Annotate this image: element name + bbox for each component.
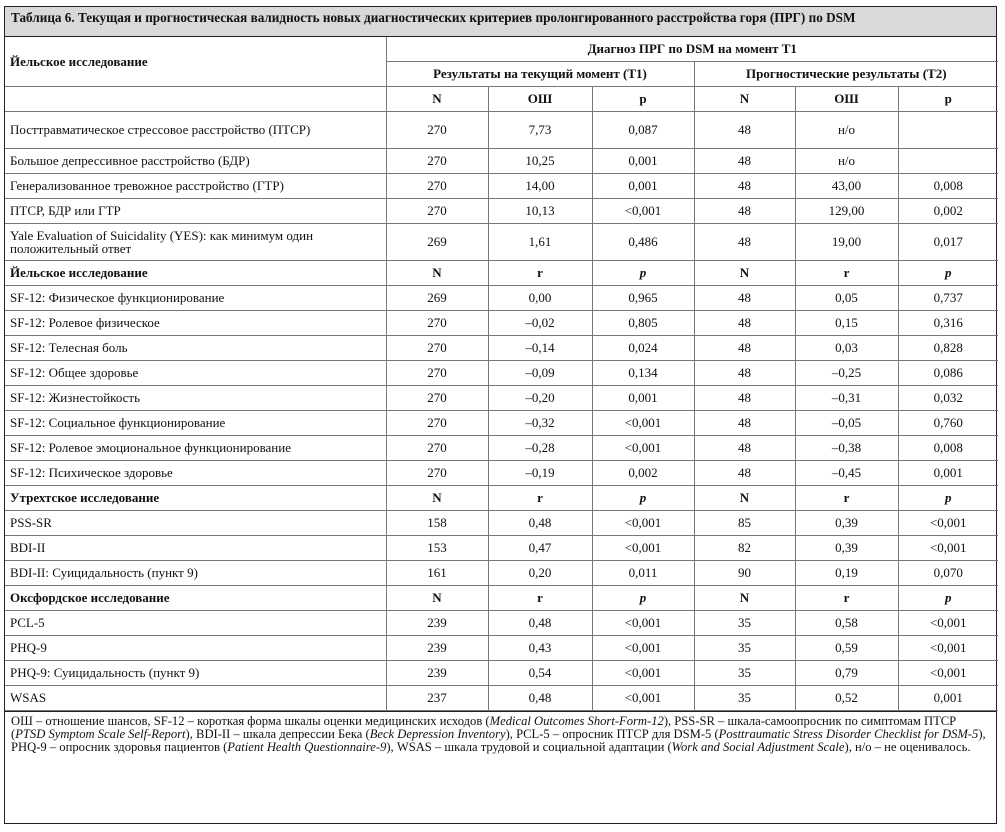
- value-cell: 0,48: [488, 686, 592, 711]
- value-cell: 0,316: [898, 311, 998, 336]
- section-header-row: [5, 486, 998, 511]
- value-cell: r: [488, 261, 592, 286]
- col-header: N: [694, 87, 795, 112]
- value-cell: 90: [694, 561, 795, 586]
- value-cell: 7,73: [488, 112, 592, 149]
- value-cell: 0,017: [898, 224, 998, 261]
- value-cell: 0,008: [898, 436, 998, 461]
- value-cell: 270: [386, 199, 488, 224]
- value-cell: –0,25: [795, 361, 898, 386]
- row-label: PCL-5: [5, 611, 386, 636]
- value-cell: 0,087: [592, 112, 694, 149]
- row-label: Yale Evaluation of Suicidality (YES): как минимум один положительный ответ: [5, 224, 386, 261]
- value-cell: 0,032: [898, 386, 998, 411]
- note-segment: Patient Health Questionnaire-9: [227, 740, 387, 754]
- value-cell: r: [795, 586, 898, 611]
- value-cell: N: [694, 261, 795, 286]
- table-row: [5, 386, 998, 411]
- value-cell: 82: [694, 536, 795, 561]
- col-header: p: [592, 87, 694, 112]
- row-label: PHQ-9: [5, 636, 386, 661]
- value-cell: 0,011: [592, 561, 694, 586]
- value-cell: 0,15: [795, 311, 898, 336]
- note-segment: ), WSAS – шкала трудовой и социальной адаптации (: [386, 740, 672, 754]
- value-cell: r: [795, 486, 898, 511]
- row-label: Большое депрессивное расстройство (БДР): [5, 149, 386, 174]
- col-header: ОШ: [488, 87, 592, 112]
- value-cell: [898, 112, 998, 149]
- value-cell: 0,002: [592, 461, 694, 486]
- value-cell: 239: [386, 661, 488, 686]
- value-cell: <0,001: [592, 636, 694, 661]
- row-label: SF-12: Жизнестойкость: [5, 386, 386, 411]
- value-cell: N: [386, 586, 488, 611]
- value-cell: 0,48: [488, 611, 592, 636]
- value-cell: 239: [386, 611, 488, 636]
- value-cell: 0,58: [795, 611, 898, 636]
- value-cell: –0,05: [795, 411, 898, 436]
- value-cell: <0,001: [898, 536, 998, 561]
- validity-table: [5, 37, 998, 711]
- value-cell: 269: [386, 224, 488, 261]
- value-cell: –0,38: [795, 436, 898, 461]
- table-row: [5, 536, 998, 561]
- value-cell: 48: [694, 112, 795, 149]
- section-header-row: [5, 261, 998, 286]
- row-label: Оксфордское исследование: [5, 586, 386, 611]
- value-cell: 0,47: [488, 536, 592, 561]
- value-cell: 0,48: [488, 511, 592, 536]
- value-cell: <0,001: [898, 611, 998, 636]
- value-cell: 0,828: [898, 336, 998, 361]
- value-cell: 153: [386, 536, 488, 561]
- value-cell: 35: [694, 611, 795, 636]
- value-cell: 48: [694, 149, 795, 174]
- value-cell: 0,001: [592, 386, 694, 411]
- value-cell: 158: [386, 511, 488, 536]
- row-label: PSS-SR: [5, 511, 386, 536]
- table-row: [5, 661, 998, 686]
- value-cell: 10,13: [488, 199, 592, 224]
- value-cell: 270: [386, 411, 488, 436]
- value-cell: –0,45: [795, 461, 898, 486]
- value-cell: 0,20: [488, 561, 592, 586]
- note-segment: PTSD Symptom Scale Self-Report: [15, 727, 186, 741]
- table-row: [5, 361, 998, 386]
- value-cell: –0,02: [488, 311, 592, 336]
- value-cell: 0,79: [795, 661, 898, 686]
- value-cell: 270: [386, 112, 488, 149]
- value-cell: p: [592, 261, 694, 286]
- value-cell: 0,086: [898, 361, 998, 386]
- row-label: Посттравматическое стрессовое расстройство (ПТСР): [5, 112, 386, 149]
- section-header-row: [5, 586, 998, 611]
- value-cell: <0,001: [592, 436, 694, 461]
- note-segment: Beck Depression Inventory: [369, 727, 506, 741]
- value-cell: 48: [694, 461, 795, 486]
- value-cell: 270: [386, 361, 488, 386]
- value-cell: 35: [694, 686, 795, 711]
- value-cell: 48: [694, 199, 795, 224]
- value-cell: 0,39: [795, 511, 898, 536]
- value-cell: –0,32: [488, 411, 592, 436]
- table-row: [5, 411, 998, 436]
- row-label: ПТСР, БДР или ГТР: [5, 199, 386, 224]
- note-segment: ОШ – отношение шансов, SF-12 – короткая форма шкалы оценки медицинских исходов (: [11, 714, 490, 728]
- row-label: Генерализованное тревожное расстройство (ГТР): [5, 174, 386, 199]
- value-cell: –0,19: [488, 461, 592, 486]
- value-cell: –0,14: [488, 336, 592, 361]
- table-row: [5, 149, 998, 174]
- value-cell: 0,39: [795, 536, 898, 561]
- value-cell: 270: [386, 436, 488, 461]
- value-cell: 48: [694, 361, 795, 386]
- value-cell: 14,00: [488, 174, 592, 199]
- value-cell: –0,09: [488, 361, 592, 386]
- value-cell: 161: [386, 561, 488, 586]
- table-figure: [4, 6, 997, 824]
- value-cell: [898, 149, 998, 174]
- t2-header: Прогностические результаты (T2): [694, 62, 998, 87]
- col-header: ОШ: [795, 87, 898, 112]
- note-segment: ), BDI-II – шкала депрессии Бека (: [185, 727, 370, 741]
- table-row: [5, 336, 998, 361]
- row-label: SF-12: Социальное функционирование: [5, 411, 386, 436]
- row-label: SF-12: Телесная боль: [5, 336, 386, 361]
- table-row: [5, 611, 998, 636]
- value-cell: 48: [694, 224, 795, 261]
- value-cell: 0,19: [795, 561, 898, 586]
- value-cell: 0,54: [488, 661, 592, 686]
- value-cell: <0,001: [898, 636, 998, 661]
- row-label: SF-12: Общее здоровье: [5, 361, 386, 386]
- table-title: Таблица 6. Текущая и прогностическая валидность новых диагностических критериев пролонгированного расстройства горя (ПРГ) по DSM: [5, 7, 996, 37]
- value-cell: –0,31: [795, 386, 898, 411]
- note-segment: ), PCL-5 – опросник ПТСР для DSM-5 (: [505, 727, 719, 741]
- table-row: [5, 461, 998, 486]
- row-label: Утрехтское исследование: [5, 486, 386, 511]
- value-cell: r: [795, 261, 898, 286]
- value-cell: 239: [386, 636, 488, 661]
- value-cell: 10,25: [488, 149, 592, 174]
- table-body: [5, 112, 998, 711]
- value-cell: 85: [694, 511, 795, 536]
- table-row: [5, 511, 998, 536]
- value-cell: <0,001: [898, 511, 998, 536]
- value-cell: 35: [694, 661, 795, 686]
- value-cell: н/о: [795, 149, 898, 174]
- row-label: SF-12: Физическое функционирование: [5, 286, 386, 311]
- col-header: N: [386, 87, 488, 112]
- value-cell: 48: [694, 311, 795, 336]
- note-segment: Posttraumatic Stress Disorder Checklist for DSM-5: [718, 727, 979, 741]
- value-cell: 0,134: [592, 361, 694, 386]
- table-notes: [5, 711, 996, 757]
- value-cell: 0,001: [898, 461, 998, 486]
- value-cell: 19,00: [795, 224, 898, 261]
- value-cell: p: [898, 486, 998, 511]
- value-cell: N: [386, 486, 488, 511]
- value-cell: 0,024: [592, 336, 694, 361]
- value-cell: 0,59: [795, 636, 898, 661]
- value-cell: 270: [386, 386, 488, 411]
- value-cell: 270: [386, 149, 488, 174]
- value-cell: r: [488, 586, 592, 611]
- value-cell: 270: [386, 461, 488, 486]
- value-cell: <0,001: [592, 611, 694, 636]
- note-segment: Medical Outcomes Short-Form-12: [489, 714, 664, 728]
- row-label: PHQ-9: Суицидальность (пункт 9): [5, 661, 386, 686]
- value-cell: 0,52: [795, 686, 898, 711]
- value-cell: p: [898, 586, 998, 611]
- row-label: WSAS: [5, 686, 386, 711]
- row-label: Йельское исследование: [5, 261, 386, 286]
- value-cell: 0,00: [488, 286, 592, 311]
- value-cell: N: [694, 586, 795, 611]
- table-row: [5, 286, 998, 311]
- value-cell: N: [386, 261, 488, 286]
- value-cell: r: [488, 486, 592, 511]
- value-cell: 0,001: [592, 149, 694, 174]
- value-cell: 48: [694, 174, 795, 199]
- value-cell: <0,001: [898, 661, 998, 686]
- table-row: [5, 636, 998, 661]
- value-cell: <0,001: [592, 411, 694, 436]
- value-cell: 48: [694, 411, 795, 436]
- value-cell: 270: [386, 174, 488, 199]
- value-cell: 43,00: [795, 174, 898, 199]
- value-cell: 0,737: [898, 286, 998, 311]
- value-cell: –0,20: [488, 386, 592, 411]
- value-cell: 48: [694, 436, 795, 461]
- value-cell: <0,001: [592, 199, 694, 224]
- value-cell: 48: [694, 286, 795, 311]
- value-cell: 270: [386, 311, 488, 336]
- value-cell: 0,070: [898, 561, 998, 586]
- value-cell: 0,002: [898, 199, 998, 224]
- value-cell: 0,05: [795, 286, 898, 311]
- col-header: p: [898, 87, 998, 112]
- value-cell: –0,28: [488, 436, 592, 461]
- value-cell: н/о: [795, 112, 898, 149]
- note-segment: ), PSS-SR – шкала-самоопросник по симптомам ПТСР (: [11, 714, 957, 741]
- value-cell: 269: [386, 286, 488, 311]
- value-cell: 0,965: [592, 286, 694, 311]
- value-cell: 48: [694, 386, 795, 411]
- value-cell: 0,760: [898, 411, 998, 436]
- table-row: [5, 112, 998, 149]
- table-row: [5, 199, 998, 224]
- table-row: [5, 311, 998, 336]
- row-label: SF-12: Ролевое эмоциональное функционирование: [5, 436, 386, 461]
- study-header: Йельское исследование: [5, 37, 386, 87]
- value-cell: <0,001: [592, 686, 694, 711]
- value-cell: 0,486: [592, 224, 694, 261]
- value-cell: <0,001: [592, 661, 694, 686]
- value-cell: N: [694, 486, 795, 511]
- note-segment: ), PHQ-9 – опросник здоровья пациентов (: [11, 727, 986, 754]
- value-cell: p: [898, 261, 998, 286]
- row-label: SF-12: Психическое здоровье: [5, 461, 386, 486]
- value-cell: 35: [694, 636, 795, 661]
- value-cell: 1,61: [488, 224, 592, 261]
- value-cell: 48: [694, 336, 795, 361]
- empty-header-cell: [5, 87, 386, 112]
- row-label: BDI-II: [5, 536, 386, 561]
- table-row: [5, 436, 998, 461]
- value-cell: 0,001: [898, 686, 998, 711]
- value-cell: 0,805: [592, 311, 694, 336]
- table-row: [5, 174, 998, 199]
- value-cell: 0,03: [795, 336, 898, 361]
- t1-header: Результаты на текущий момент (T1): [386, 62, 694, 87]
- row-label: SF-12: Ролевое физическое: [5, 311, 386, 336]
- value-cell: <0,001: [592, 536, 694, 561]
- note-segment: Work and Social Adjustment Scale: [671, 740, 845, 754]
- table-row: [5, 224, 998, 261]
- row-label: BDI-II: Суицидальность (пункт 9): [5, 561, 386, 586]
- value-cell: <0,001: [592, 511, 694, 536]
- value-cell: 270: [386, 336, 488, 361]
- value-cell: 0,008: [898, 174, 998, 199]
- value-cell: 0,001: [592, 174, 694, 199]
- value-cell: 0,43: [488, 636, 592, 661]
- value-cell: p: [592, 586, 694, 611]
- value-cell: 237: [386, 686, 488, 711]
- value-cell: 129,00: [795, 199, 898, 224]
- value-cell: p: [592, 486, 694, 511]
- table-row: [5, 686, 998, 711]
- table-row: [5, 561, 998, 586]
- group-header: Диагноз ПРГ по DSM на момент T1: [386, 37, 998, 62]
- note-segment: ), н/о – не оценивалось.: [844, 740, 971, 754]
